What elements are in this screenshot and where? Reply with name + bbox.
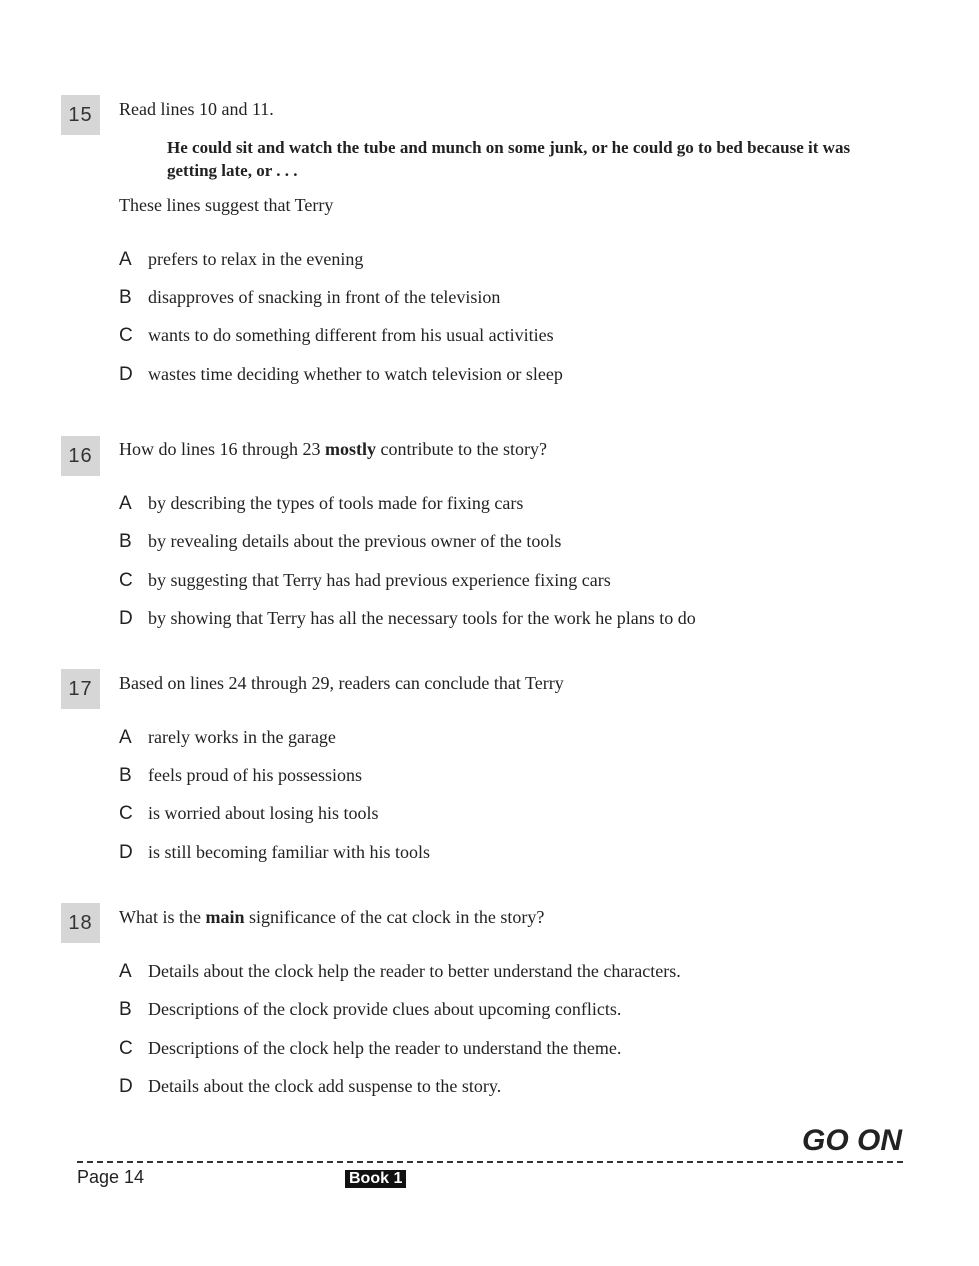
question-15-choice-d[interactable] — [119, 363, 563, 386]
choice-letter: A — [119, 727, 132, 748]
choice-text: Details about the clock help the reader to better understand the characters. — [148, 961, 681, 981]
footer-divider — [77, 1161, 903, 1163]
choice-text: feels proud of his possessions — [148, 765, 362, 785]
choice-text: is still becoming familiar with his tools — [148, 842, 430, 862]
choice-letter: C — [119, 570, 133, 591]
stem-part: significance of the cat clock in the story? — [244, 907, 545, 927]
stem-part: contribute to the story? — [376, 439, 547, 459]
choice-letter: C — [119, 1038, 133, 1059]
choice-letter: D — [119, 364, 133, 385]
choice-letter: A — [119, 961, 132, 982]
choice-text: Details about the clock add suspense to the story. — [148, 1076, 502, 1096]
choice-text: Descriptions of the clock provide clues about upcoming conflicts. — [148, 999, 622, 1019]
question-15-stem: Read lines 10 and 11. — [119, 99, 274, 119]
choice-letter: B — [119, 531, 132, 552]
question-number-17: 17 — [61, 669, 100, 709]
choice-text: prefers to relax in the evening — [148, 249, 364, 269]
stem-emphasis: main — [205, 907, 245, 927]
question-18-choice-c[interactable] — [119, 1037, 621, 1060]
question-15-stem-after: These lines suggest that Terry — [119, 195, 334, 215]
question-17-choice-c[interactable] — [119, 802, 379, 825]
question-16-choice-d[interactable] — [119, 607, 696, 630]
question-17-choice-a[interactable] — [119, 726, 336, 749]
book-badge: Book 1 — [345, 1170, 406, 1188]
question-16-choice-c[interactable] — [119, 569, 611, 592]
choice-letter: A — [119, 249, 132, 270]
choice-letter: D — [119, 1076, 133, 1097]
choice-text: by describing the types of tools made for fixing cars — [148, 493, 524, 513]
choice-text: by suggesting that Terry has had previous experience fixing cars — [148, 570, 611, 590]
question-18-choice-d[interactable] — [119, 1075, 501, 1098]
choice-text: rarely works in the garage — [148, 727, 336, 747]
choice-text: disapproves of snacking in front of the television — [148, 287, 501, 307]
choice-letter: B — [119, 287, 132, 308]
question-number-18: 18 — [61, 903, 100, 943]
page-number: Page 14 — [77, 1167, 145, 1187]
question-16-stem — [119, 438, 547, 460]
choice-letter: D — [119, 842, 133, 863]
question-18-choice-b[interactable] — [119, 998, 621, 1021]
question-18-choice-a[interactable] — [119, 960, 681, 983]
choice-text: wastes time deciding whether to watch television or sleep — [148, 364, 563, 384]
choice-letter: A — [119, 493, 132, 514]
question-15-choice-c[interactable] — [119, 324, 554, 347]
choice-text: is worried about losing his tools — [148, 803, 379, 823]
question-16-choice-a[interactable] — [119, 492, 523, 515]
choice-text: wants to do something different from his usual activities — [148, 325, 554, 345]
question-15-quote: He could sit and watch the tube and munch on some junk, or he could go to bed because it was getting late, or . . . — [167, 138, 851, 180]
stem-part: What is the — [119, 907, 206, 927]
choice-text: by showing that Terry has all the necessary tools for the work he plans to do — [148, 608, 696, 628]
choice-text: Descriptions of the clock help the reader to understand the theme. — [148, 1038, 622, 1058]
question-17-choice-d[interactable] — [119, 841, 430, 864]
stem-emphasis: mostly — [325, 439, 376, 459]
choice-text: by revealing details about the previous owner of the tools — [148, 531, 562, 551]
choice-letter: C — [119, 325, 133, 346]
question-number-16: 16 — [61, 436, 100, 476]
stem-part: How do lines 16 through 23 — [119, 439, 325, 459]
question-18-stem — [119, 906, 544, 928]
question-15-choice-b[interactable] — [119, 286, 500, 309]
choice-letter: C — [119, 803, 133, 824]
choice-letter: B — [119, 999, 132, 1020]
question-15-choice-a[interactable] — [119, 248, 363, 271]
question-17-stem: Based on lines 24 through 29, readers can conclude that Terry — [119, 673, 564, 693]
go-on-label: GO ON — [801, 1124, 902, 1157]
question-16-choice-b[interactable] — [119, 530, 561, 553]
choice-letter: D — [119, 608, 133, 629]
choice-letter: B — [119, 765, 132, 786]
question-number-15: 15 — [61, 95, 100, 135]
question-17-choice-b[interactable] — [119, 764, 362, 787]
